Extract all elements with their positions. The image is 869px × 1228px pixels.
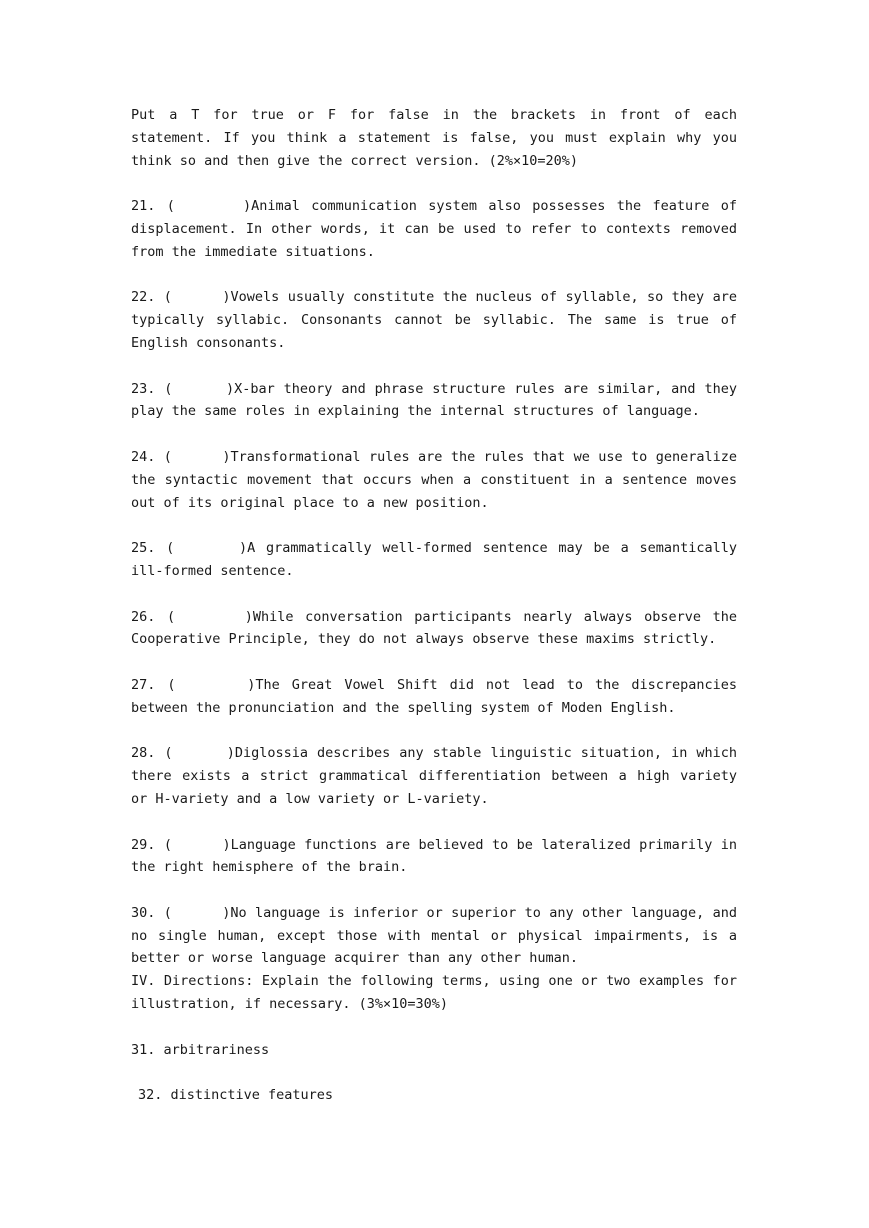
- answer-bracket[interactable]: ): [172, 745, 235, 762]
- spacer: [131, 514, 737, 537]
- question-21: [131, 195, 737, 263]
- section-instructions: Put a T for true or F for false in the brackets in front of each statement. If you think a statement is false, you must explain why you think so and then give the correct version. (2%×10=20%): [131, 107, 737, 169]
- document-page: [131, 104, 737, 1107]
- spacer: [131, 1016, 737, 1039]
- spacer: [131, 172, 737, 195]
- spacer: [131, 720, 737, 743]
- question-30: [131, 902, 737, 970]
- answer-bracket[interactable]: ): [171, 904, 231, 921]
- question-number: 27. (: [131, 676, 176, 693]
- question-23: [131, 378, 737, 424]
- question-number: 29. (: [131, 836, 172, 853]
- answer-bracket[interactable]: ): [171, 289, 231, 306]
- answer-bracket[interactable]: ): [171, 448, 231, 465]
- question-number: 21. (: [131, 198, 175, 215]
- section-iv-directions: IV. Directions: Explain the following terms, using one or two examples for illustration, if necessary. (3%×10=30%): [131, 973, 737, 1013]
- question-number: 26. (: [131, 608, 176, 625]
- question-text: Language functions are believed to be lateralized primarily in the right hemisphere of the brain.: [131, 836, 738, 876]
- question-26: [131, 606, 737, 652]
- spacer: [131, 1061, 737, 1084]
- spacer: [131, 583, 737, 606]
- question-number: 25. (: [131, 540, 175, 557]
- answer-bracket[interactable]: ): [175, 608, 253, 625]
- question-text: X-bar theory and phrase structure rules are similar, and they play the same roles in explaining the internal structures of language.: [131, 380, 737, 420]
- answer-bracket[interactable]: ): [174, 540, 248, 557]
- question-text: Transformational rules are the rules that we use to generalize the syntactic movement that occurs when a constituent in a sentence moves out of its original place to a new position.: [131, 448, 737, 511]
- question-25: [131, 537, 737, 583]
- question-text: Diglossia describes any stable linguistic situation, in which there exists a strict grammatical differentiation between a high variety or H-variety and a low variety or L-variety.: [131, 745, 737, 807]
- question-27: [131, 674, 737, 720]
- term-32: 32. distinctive features: [138, 1087, 334, 1104]
- question-text: The Great Vowel Shift did not lead to the discrepancies between the pronunciation and the spelling system of Moden English.: [131, 676, 737, 716]
- spacer: [131, 355, 737, 378]
- spacer: [131, 423, 737, 446]
- question-text: Vowels usually constitute the nucleus of syllable, so they are typically syllabic. Consonants cannot be syllabic. The same is true of English consonants.: [131, 289, 737, 351]
- question-text: A grammatically well-formed sentence may be a semantically ill-formed sentence.: [131, 540, 738, 579]
- question-number: 22. (: [131, 289, 172, 306]
- spacer: [131, 811, 737, 834]
- question-number: 28. (: [131, 745, 173, 762]
- term-31: 31. arbitrariness: [131, 1041, 270, 1058]
- answer-bracket[interactable]: ): [175, 676, 256, 693]
- question-number: 23. (: [131, 380, 173, 397]
- question-text: While conversation participants nearly always observe the Cooperative Principle, they do not always observe these maxims strictly.: [131, 608, 738, 648]
- question-number: 24. (: [131, 448, 172, 465]
- spacer: [131, 264, 737, 287]
- question-number: 30. (: [131, 904, 172, 921]
- answer-bracket[interactable]: ): [172, 380, 235, 397]
- question-text: No language is inferior or superior to any other language, and no single human, except those with mental or physical impairments, is a better or worse language acquirer than any other human.: [131, 904, 737, 967]
- question-28: [131, 742, 737, 810]
- question-29: [131, 834, 737, 880]
- spacer: [131, 879, 737, 902]
- answer-bracket[interactable]: ): [174, 198, 252, 215]
- question-22: [131, 286, 737, 354]
- question-24: [131, 446, 737, 514]
- question-text: Animal communication system also possesses the feature of displacement. In other words, it can be used to refer to contexts removed from the immediate situations.: [131, 198, 738, 260]
- answer-bracket[interactable]: ): [171, 836, 231, 853]
- spacer: [131, 651, 737, 674]
